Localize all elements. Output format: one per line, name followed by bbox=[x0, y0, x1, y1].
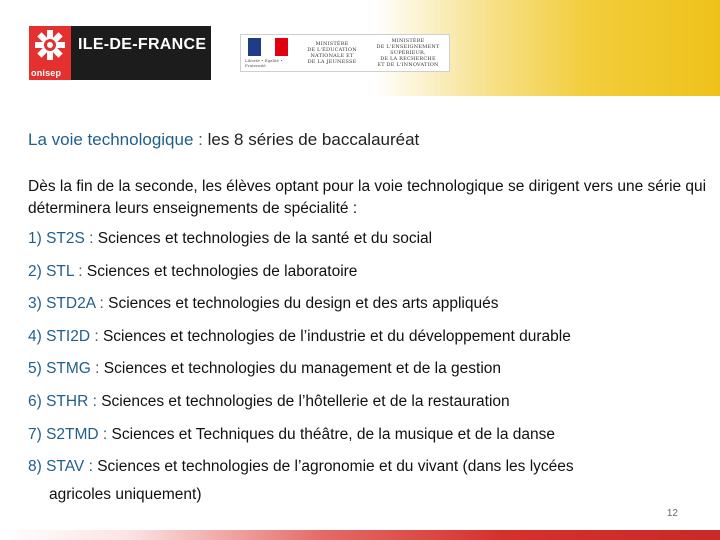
series-code: 4) STI2D : bbox=[28, 327, 103, 345]
series-code: 5) STMG : bbox=[28, 360, 104, 378]
series-item-sthr bbox=[28, 391, 718, 424]
series-description: Sciences et Techniques du théâtre, de la musique et de la danse bbox=[111, 425, 556, 443]
series-code: 3) STD2A : bbox=[28, 295, 109, 313]
series-description: Sciences et technologies du design et des arts appliqués bbox=[108, 295, 499, 313]
series-description: Sciences et technologies de l’agronomie et du vivant (dans les lycées bbox=[97, 458, 574, 476]
series-description: Sciences et technologies de la santé et du social bbox=[97, 230, 433, 247]
series-code: 1) ST2S : bbox=[28, 230, 98, 247]
series-list bbox=[28, 228, 718, 489]
series-code: 6) STHR : bbox=[28, 392, 102, 410]
series-item-stmg bbox=[28, 358, 718, 391]
series-description: Sciences et technologies du management et de la gestion bbox=[103, 360, 502, 378]
series-code: 8) STAV : bbox=[28, 458, 98, 476]
series-continuation: agricoles uniquement) bbox=[49, 486, 202, 503]
title-prefix: La voie technologique : bbox=[28, 130, 208, 149]
series-description: Sciences et technologies de l’hôtellerie et de la restauration bbox=[101, 392, 510, 410]
marianne-logo bbox=[245, 38, 291, 68]
series-description: Sciences et technologies de laboratoire bbox=[86, 262, 358, 280]
intro-paragraph: Dès la fin de la seconde, les élèves optant pour la voie technologique se dirigent vers une série qui déterminera leurs enseignements de spécialité : bbox=[28, 178, 707, 217]
page-title bbox=[28, 130, 419, 150]
ministry-logo bbox=[240, 34, 450, 72]
series-item-stl bbox=[28, 261, 718, 294]
onisep-ile-de-france-logo bbox=[29, 26, 211, 80]
series-item-st2s bbox=[28, 228, 718, 261]
series-item-s2tmd bbox=[28, 424, 718, 457]
onisep-wordmark: onisep bbox=[31, 68, 62, 78]
footer-bar bbox=[0, 530, 720, 540]
ministry-higher-education-label: MINISTÈRE DE L'ENSEIGNEMENT SUPÉRIEUR, DE LA RECHERCHE ET DE L'INNOVATION bbox=[376, 38, 440, 68]
title-main: les 8 séries de baccalauréat bbox=[207, 130, 420, 149]
series-item-sti2d bbox=[28, 326, 718, 359]
onisep-logo-mark bbox=[29, 26, 71, 80]
series-code: 7) S2TMD : bbox=[28, 425, 112, 443]
series-code: 2) STL : bbox=[28, 262, 87, 280]
series-description: Sciences et technologies de l’industrie et du développement durable bbox=[102, 327, 571, 345]
series-item-stav bbox=[28, 456, 718, 489]
french-flag-icon bbox=[248, 38, 288, 56]
region-name: ILE-DE-FRANCE bbox=[78, 36, 207, 53]
republic-motto: Liberté • Égalité • Fraternité bbox=[245, 58, 283, 68]
page-number: 12 bbox=[666, 508, 678, 519]
onisep-star-icon bbox=[33, 28, 67, 62]
series-item-std2a bbox=[28, 293, 718, 326]
ministry-education-label: MINISTÈRE DE L'ÉDUCATION NATIONALE ET DE LA JEUNESSE bbox=[307, 41, 357, 65]
